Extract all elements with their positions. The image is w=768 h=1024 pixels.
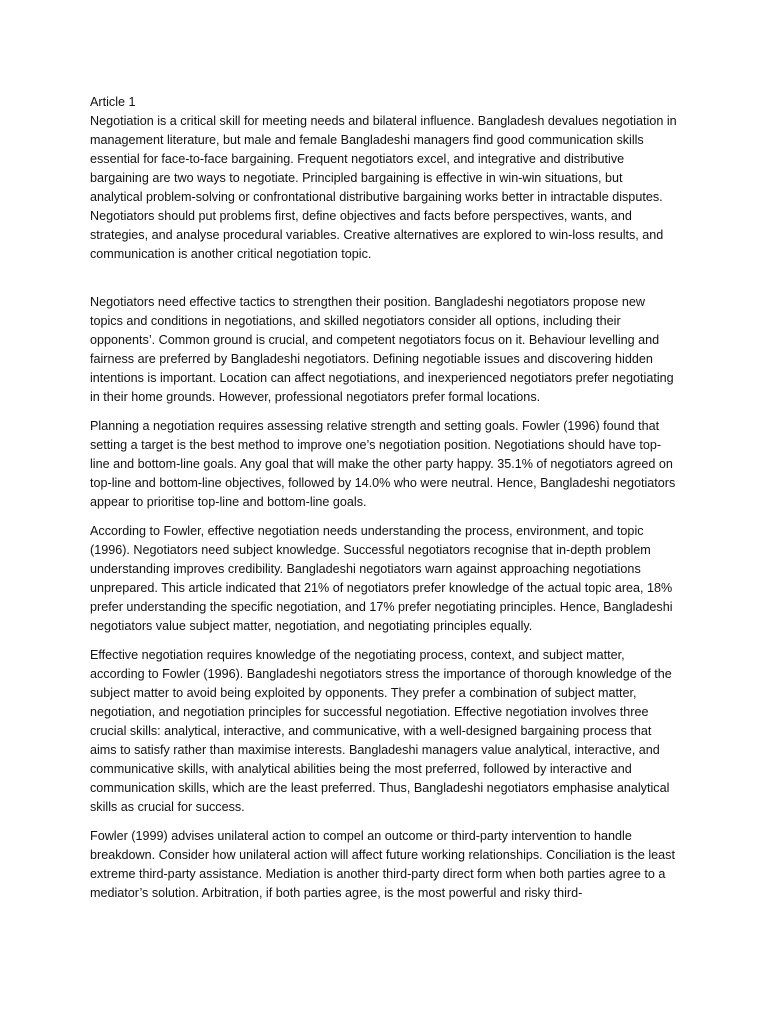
paragraph-6: Fowler (1999) advises unilateral action to compel an outcome or third-party intervention to handle breakdown. Consider how unilateral action will affect future working relationships. Conciliation is the least extreme third-party assistance. Mediation is another third-party direct form when both parties agree to a mediator’s solution. Arbitration, if both parties agree, is the most powerful and risky third- <box>90 829 675 900</box>
paragraph-2: Negotiators need effective tactics to strengthen their position. Bangladeshi negotiators propose new topics and conditions in negotiations, and skilled negotiators consider all options, including their opponents’. Common ground is crucial, and competent negotiators focus on it. Behaviour levelling and fairness are preferred by Bangladeshi negotiators. Defining negotiable issues and discovering hidden intentions is important. Location can affect negotiations, and inexperienced negotiators prefer negotiating in their home grounds. However, professional negotiators prefer formal locations. <box>90 295 674 404</box>
paragraph-3: Planning a negotiation requires assessing relative strength and setting goals. Fowler (1996) found that setting a target is the best method to improve one’s negotiation position. Negotiations should have top-line and bottom-line goals. Any goal that will make the other party happy. 35.1% of negotiators agreed on top-line and bottom-line objectives, followed by 14.0% who were neutral. Hence, Bangladeshi negotiators appear to prioritise top-line and bottom-line goals. <box>90 419 676 509</box>
paragraph-5: Effective negotiation requires knowledge of the negotiating process, context, and subject matter, according to Fowler (1996). Bangladeshi negotiators stress the importance of thorough knowledge of the subject matter to avoid being exploited by opponents. They prefer a combination of subject matter, negotiation, and negotiation principles for successful negotiation. Effective negotiation involves three crucial skills: analytical, interactive, and communicative, with a well-designed bargaining process that aims to satisfy rather than maximise interests. Bangladeshi managers value analytical, interactive, and communicative skills, with analytical abilities being the most preferred, followed by interactive and communication skills, which are the least preferred. Thus, Bangladeshi negotiators emphasise analytical skills as crucial for success. <box>90 648 672 814</box>
article-heading: Article 1 <box>90 95 136 109</box>
paragraph-4: According to Fowler, effective negotiation needs understanding the process, environment, and topic (1996). Negotiators need subject knowledge. Successful negotiators recognise that in-depth problem understanding improves credibility. Bangladeshi negotiators warn against approaching negotiations unprepared. This article indicated that 21% of negotiators prefer knowledge of the actual topic area, 18% prefer understanding the specific negotiation, and 17% prefer negotiating principles. Hence, Bangladeshi negotiators value subject matter, negotiation, and negotiating principles equally. <box>90 524 673 633</box>
paragraph-1: Negotiation is a critical skill for meeting needs and bilateral influence. Bangladesh devalues negotiation in management literature, but male and female Bangladeshi managers find good communication skills essential for face-to-face bargaining. Frequent negotiators excel, and integrative and distributive bargaining are two ways to negotiate. Principled bargaining is effective in win-win situations, but analytical problem-solving or confrontational distributive bargaining works better in intractable disputes. Negotiators should put problems first, define objectives and facts before perspectives, wants, and strategies, and analyse procedural variables. Creative alternatives are explored to win-loss results, and communication is another critical negotiation topic. <box>90 114 677 261</box>
document-body <box>90 93 678 913</box>
